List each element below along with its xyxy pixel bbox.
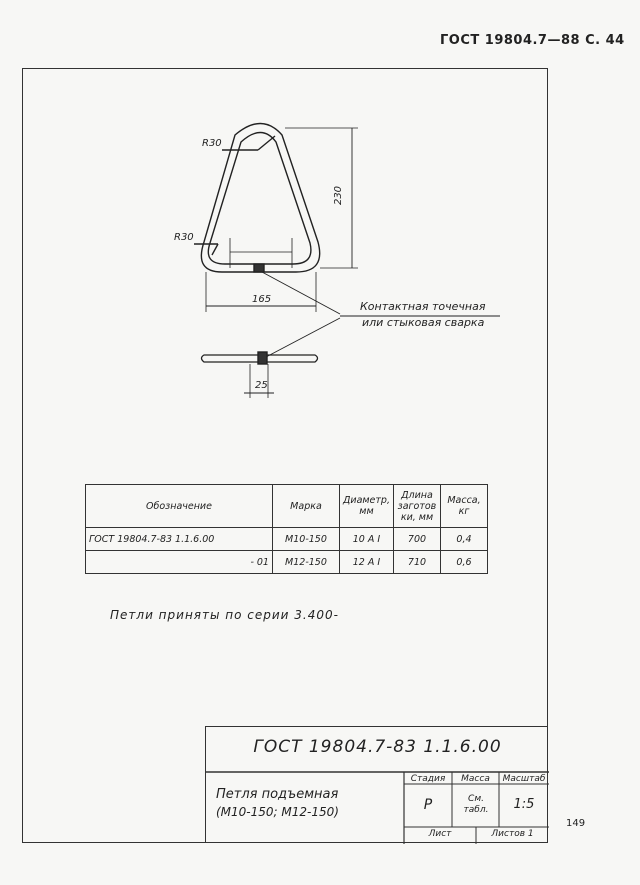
designation: ГОСТ 19804.7-83 1.1.6.00 — [253, 737, 502, 757]
r30-top-label: R30 — [202, 138, 222, 149]
cell: М10-150 — [272, 528, 339, 551]
cell: 12 А I — [339, 551, 393, 574]
cell: ГОСТ 19804.7-83 1.1.6.00 — [86, 528, 273, 551]
cell: 710 — [393, 551, 440, 574]
cell: 0,4 — [440, 528, 487, 551]
height-dim-label: 230 — [333, 185, 345, 206]
table-header-row — [86, 485, 488, 528]
cell: 10 А I — [339, 528, 393, 551]
weld-mark — [254, 264, 264, 272]
loop-outline-inner — [208, 133, 311, 265]
col-length: Длина заготов ки, мм — [393, 485, 440, 528]
col-mass: Масса, кг — [440, 485, 487, 528]
page-header: ГОСТ 19804.7—88 С. 44 — [440, 33, 625, 48]
width-dim-label: 165 — [252, 294, 272, 305]
sheets-label: Листов 1 — [491, 829, 534, 839]
cell: - 01 — [86, 551, 273, 574]
weld-leader-top — [262, 272, 340, 314]
stage-value: Р — [423, 797, 433, 813]
part-variants: (М10-150; М12-150) — [216, 805, 339, 819]
col-diameter: Диаметр, мм — [339, 485, 393, 528]
weld-note-line1: Контактная точечная — [360, 300, 486, 313]
cell: М12-150 — [272, 551, 339, 574]
r30-bottom-label: R30 — [174, 232, 194, 243]
table-row — [86, 551, 488, 574]
mass-label: Масса — [461, 774, 490, 784]
stage-label: Стадия — [410, 774, 446, 784]
page-number: 149 — [566, 818, 586, 829]
scale-value: 1:5 — [513, 797, 535, 812]
mass-value: См. табл. — [463, 794, 489, 815]
title-block — [205, 726, 548, 843]
table-row — [86, 528, 488, 551]
cell: 700 — [393, 528, 440, 551]
sheet-label: Лист — [428, 829, 452, 839]
col-mark: Марка — [272, 485, 339, 528]
weld-note-line2: или стыковая сварка — [362, 316, 485, 329]
series-note: Петли приняты по серии 3.400- — [110, 608, 339, 622]
weld-leader-bottom — [266, 318, 340, 357]
weld-width-label: 25 — [255, 380, 268, 391]
scale-label: Масштаб — [502, 774, 546, 784]
part-name: Петля подъемная — [216, 787, 339, 802]
cell: 0,6 — [440, 551, 487, 574]
spec-table — [85, 484, 488, 574]
col-designation: Обозначение — [86, 485, 273, 528]
